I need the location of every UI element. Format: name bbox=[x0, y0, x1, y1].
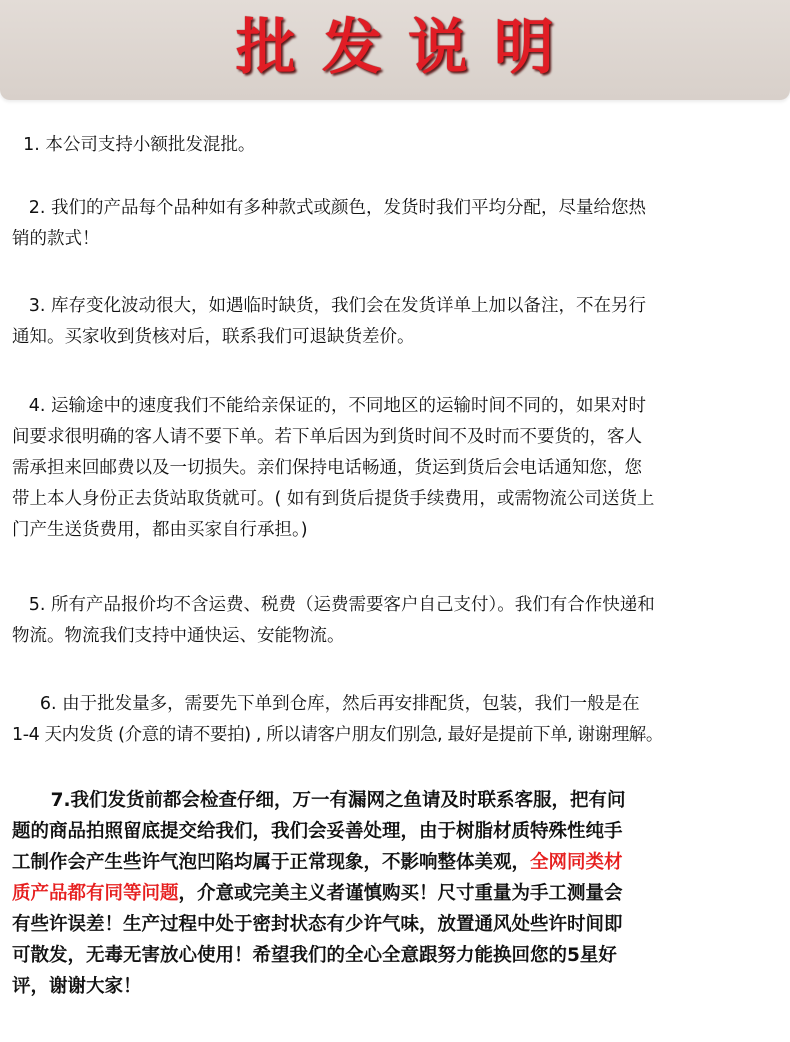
paragraph-3 bbox=[12, 291, 780, 353]
paragraph-6 bbox=[12, 689, 780, 751]
paragraph-5 bbox=[12, 590, 780, 652]
highlight-text: 质产品都有同等问题 bbox=[12, 883, 179, 904]
paragraph-line: 带上本人身份正去货站取货就可。( 如有到货后提货手续费用，或需物流公司送货上 bbox=[12, 489, 655, 509]
paragraph-line: 3. 库存变化波动很大，如遇临时缺货，我们会在发货详单上加以备注，不在另行 bbox=[12, 296, 646, 316]
paragraph-text: 工制作会产生些许气泡凹陷均属于正常现象，不影响整体美观， bbox=[12, 852, 531, 873]
paragraph-7 bbox=[12, 785, 780, 1002]
highlight-text: 全网同类材 bbox=[530, 852, 623, 873]
paragraph-4 bbox=[12, 391, 780, 546]
paragraph-line: 门产生送货费用，都由买家自行承担。) bbox=[12, 520, 308, 540]
paragraph-line: 间要求很明确的客人请不要下单。若下单后因为到货时间不及时而不要货的，客人 bbox=[12, 427, 642, 447]
paragraph-line: 销的款式！ bbox=[12, 229, 100, 249]
paragraph-line: 7.我们发货前都会检查仔细，万一有漏网之鱼请及时联系客服，把有问 bbox=[12, 790, 626, 811]
paragraph-line bbox=[12, 878, 780, 909]
paragraph-line: 物流。物流我们支持中通快运、安能物流。 bbox=[12, 626, 345, 646]
paragraph-line: 通知。买家收到货核对后，联系我们可退缺货差价。 bbox=[12, 327, 415, 347]
paragraph-line: 可散发，无毒无害放心使用！希望我们的全心全意跟努力能换回您的5星好 bbox=[12, 945, 617, 966]
paragraph-1 bbox=[12, 130, 780, 161]
paragraph-line: 评，谢谢大家！ bbox=[12, 976, 142, 997]
paragraph-2 bbox=[12, 193, 780, 255]
page-title: 批发说明 bbox=[236, 13, 580, 83]
paragraph-line: 2. 我们的产品每个品种如有多种款式或颜色，发货时我们平均分配，尽量给您热 bbox=[12, 198, 646, 218]
paragraph-text: ，介意或完美主义者谨慎购买！尺寸重量为手工测量会 bbox=[178, 883, 623, 904]
paragraph-line: 1-4 天内发货 (介意的请不要拍) , 所以请客户朋友们别急, 最好是提前下单, 谢谢理解。 bbox=[12, 725, 663, 745]
paragraph-line: 有些许误差！生产过程中处于密封状态有少许气味，放置通风处些许时间即 bbox=[12, 914, 623, 935]
paragraph-line: 6. 由于批发量多，需要先下单到仓库，然后再安排配货，包装，我们一般是在 bbox=[12, 694, 640, 714]
paragraph-line bbox=[12, 847, 780, 878]
paragraph-line: 需承担来回邮费以及一切损失。亲们保持电话畅通，货运到货后会电话通知您，您 bbox=[12, 458, 642, 478]
paragraph-line: 4. 运输途中的速度我们不能给亲保证的，不同地区的运输时间不同的，如果对时 bbox=[12, 396, 646, 416]
paragraph-line: 5. 所有产品报价均不含运费、税费（运费需要客户自己支付）。我们有合作快递和 bbox=[12, 595, 655, 615]
paragraph-line: 题的商品拍照留底提交给我们，我们会妥善处理，由于树脂材质特殊性纯手 bbox=[12, 821, 623, 842]
paragraph-line: 1. 本公司支持小额批发混批。 bbox=[12, 135, 256, 155]
